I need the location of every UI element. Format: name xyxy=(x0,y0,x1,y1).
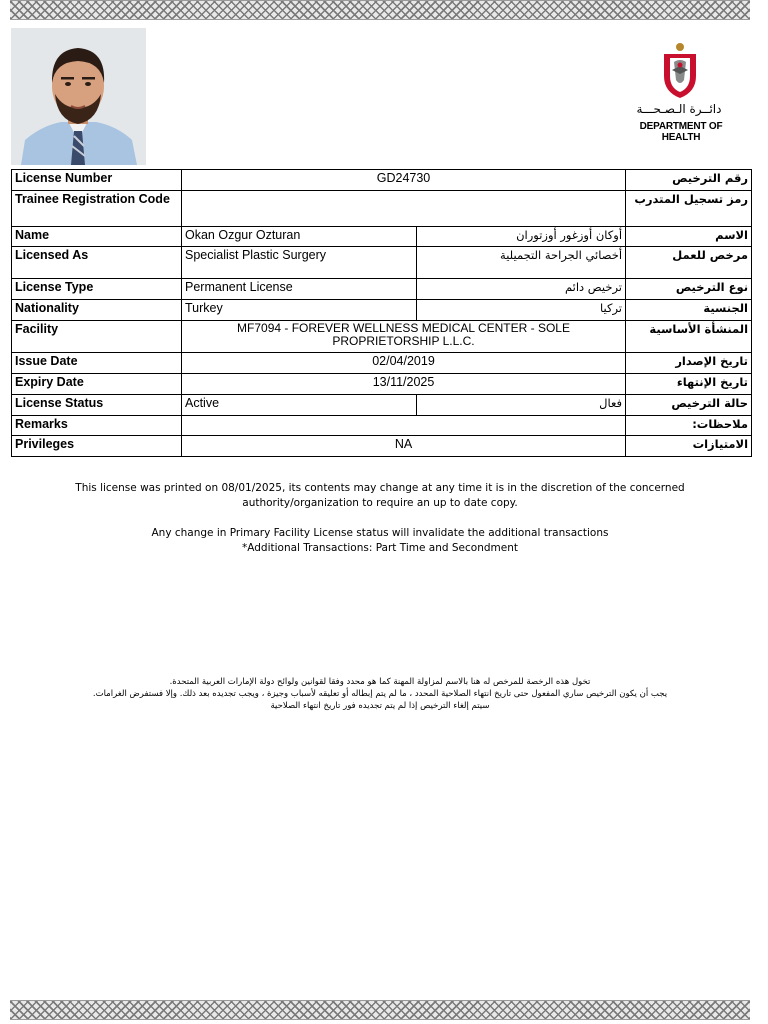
decorative-top-border xyxy=(10,0,750,20)
label-issue-date-ar: تاريخ الإصدار xyxy=(626,353,752,374)
facility-change-line1: Any change in Primary Facility License status will invalidate the additional transactions xyxy=(151,527,609,539)
arabic-notice-line1: تخول هذه الرخصة للمرخص له هنا بالاسم لمزاولة المهنة كما هو محدد وفقا لقوانين ولوائح دولة الإمارات العربية المتحدة. xyxy=(169,677,591,687)
logo-arabic-text: دائــرة الـصـحـــة xyxy=(636,102,722,116)
label-name-ar: الاسم xyxy=(626,227,752,247)
row-nationality xyxy=(12,300,752,321)
label-remarks-ar: ملاحظات: xyxy=(626,416,752,436)
value-name: Okan Ozgur Ozturan xyxy=(182,227,417,247)
label-privileges: Privileges xyxy=(12,436,182,457)
label-nationality: Nationality xyxy=(12,300,182,321)
value-name-ar: أوكان أوزغور أوزتوران xyxy=(417,227,626,247)
row-trainee-code xyxy=(12,191,752,227)
logo-english-text: DEPARTMENT OF HEALTH xyxy=(639,121,723,143)
row-licensed-as xyxy=(12,247,752,279)
decorative-bottom-border xyxy=(10,1000,750,1020)
label-license-number: License Number xyxy=(12,170,182,191)
label-facility-ar: المنشأة الأساسية xyxy=(626,321,752,353)
row-privileges xyxy=(12,436,752,457)
label-license-type-ar: نوع الترخيص xyxy=(626,279,752,300)
row-license-number xyxy=(12,170,752,191)
arabic-notice-line3: سيتم إلغاء الترخيص إذا لم يتم تجديده فور تاريخ انتهاء الصلاحية xyxy=(270,701,490,711)
label-nationality-ar: الجنسية xyxy=(626,300,752,321)
falcon-emblem-icon xyxy=(658,40,702,100)
label-remarks: Remarks xyxy=(12,416,182,436)
row-issue-date xyxy=(12,353,752,374)
licensee-photo xyxy=(11,28,146,165)
value-licensed-as-ar: أخصائي الجراحة التجميلية xyxy=(417,247,626,279)
row-license-type xyxy=(12,279,752,300)
label-name: Name xyxy=(12,227,182,247)
value-license-status-ar: فعال xyxy=(417,395,626,416)
facility-change-notice xyxy=(60,526,700,556)
value-nationality: Turkey xyxy=(182,300,417,321)
facility-change-line2: *Additional Transactions: Part Time and Secondment xyxy=(241,542,518,554)
label-trainee-code: Trainee Registration Code xyxy=(12,191,182,227)
value-trainee-code xyxy=(182,191,626,227)
row-facility xyxy=(12,321,752,353)
value-licensed-as: Specialist Plastic Surgery xyxy=(182,247,417,279)
label-privileges-ar: الامتيازات xyxy=(626,436,752,457)
printed-notice-line1: This license was printed on 08/01/2025, its contents may change at any time it is in the discretion of the concerned xyxy=(75,482,685,494)
arabic-notice-line2: يجب أن يكون الترخيص ساري المفعول حتى تاريخ انتهاء الصلاحية المحدد ، ما لم يتم إبطاله أو تعليقه لأسباب وجيزة ، ويجب تجديده بعد ذلك. وإلا فستفرض الغرامات. xyxy=(92,689,668,699)
label-issue-date: Issue Date xyxy=(12,353,182,374)
row-remarks xyxy=(12,416,752,436)
value-issue-date: 02/04/2019 xyxy=(182,353,626,374)
department-of-health-logo xyxy=(620,40,750,143)
value-license-number: GD24730 xyxy=(182,170,626,191)
row-expiry-date xyxy=(12,374,752,395)
value-expiry-date: 13/11/2025 xyxy=(182,374,626,395)
label-licensed-as-ar: مرخص للعمل xyxy=(626,247,752,279)
label-facility: Facility xyxy=(12,321,182,353)
value-license-type: Permanent License xyxy=(182,279,417,300)
printed-notice-line2: authority/organization to require an up to date copy. xyxy=(242,497,518,509)
label-license-status-ar: حالة الترخيص xyxy=(626,395,752,416)
license-details-table xyxy=(11,169,752,457)
value-facility: MF7094 - FOREVER WELLNESS MEDICAL CENTER - SOLE PROPRIETORSHIP L.L.C. xyxy=(182,321,626,353)
value-nationality-ar: تركيا xyxy=(417,300,626,321)
label-license-type: License Type xyxy=(12,279,182,300)
label-expiry-date-ar: تاريخ الإنتهاء xyxy=(626,374,752,395)
value-license-status: Active xyxy=(182,395,417,416)
value-privileges: NA xyxy=(182,436,626,457)
arabic-legal-notice xyxy=(60,676,700,712)
label-expiry-date: Expiry Date xyxy=(12,374,182,395)
row-name xyxy=(12,227,752,247)
row-license-status xyxy=(12,395,752,416)
label-trainee-code-ar: رمز تسجيل المتدرب xyxy=(626,191,752,227)
label-license-status: License Status xyxy=(12,395,182,416)
value-remarks xyxy=(182,416,626,436)
value-license-type-ar: ترخيص دائم xyxy=(417,279,626,300)
label-license-number-ar: رقم الترخيص xyxy=(626,170,752,191)
printed-notice xyxy=(60,481,700,511)
label-licensed-as: Licensed As xyxy=(12,247,182,279)
